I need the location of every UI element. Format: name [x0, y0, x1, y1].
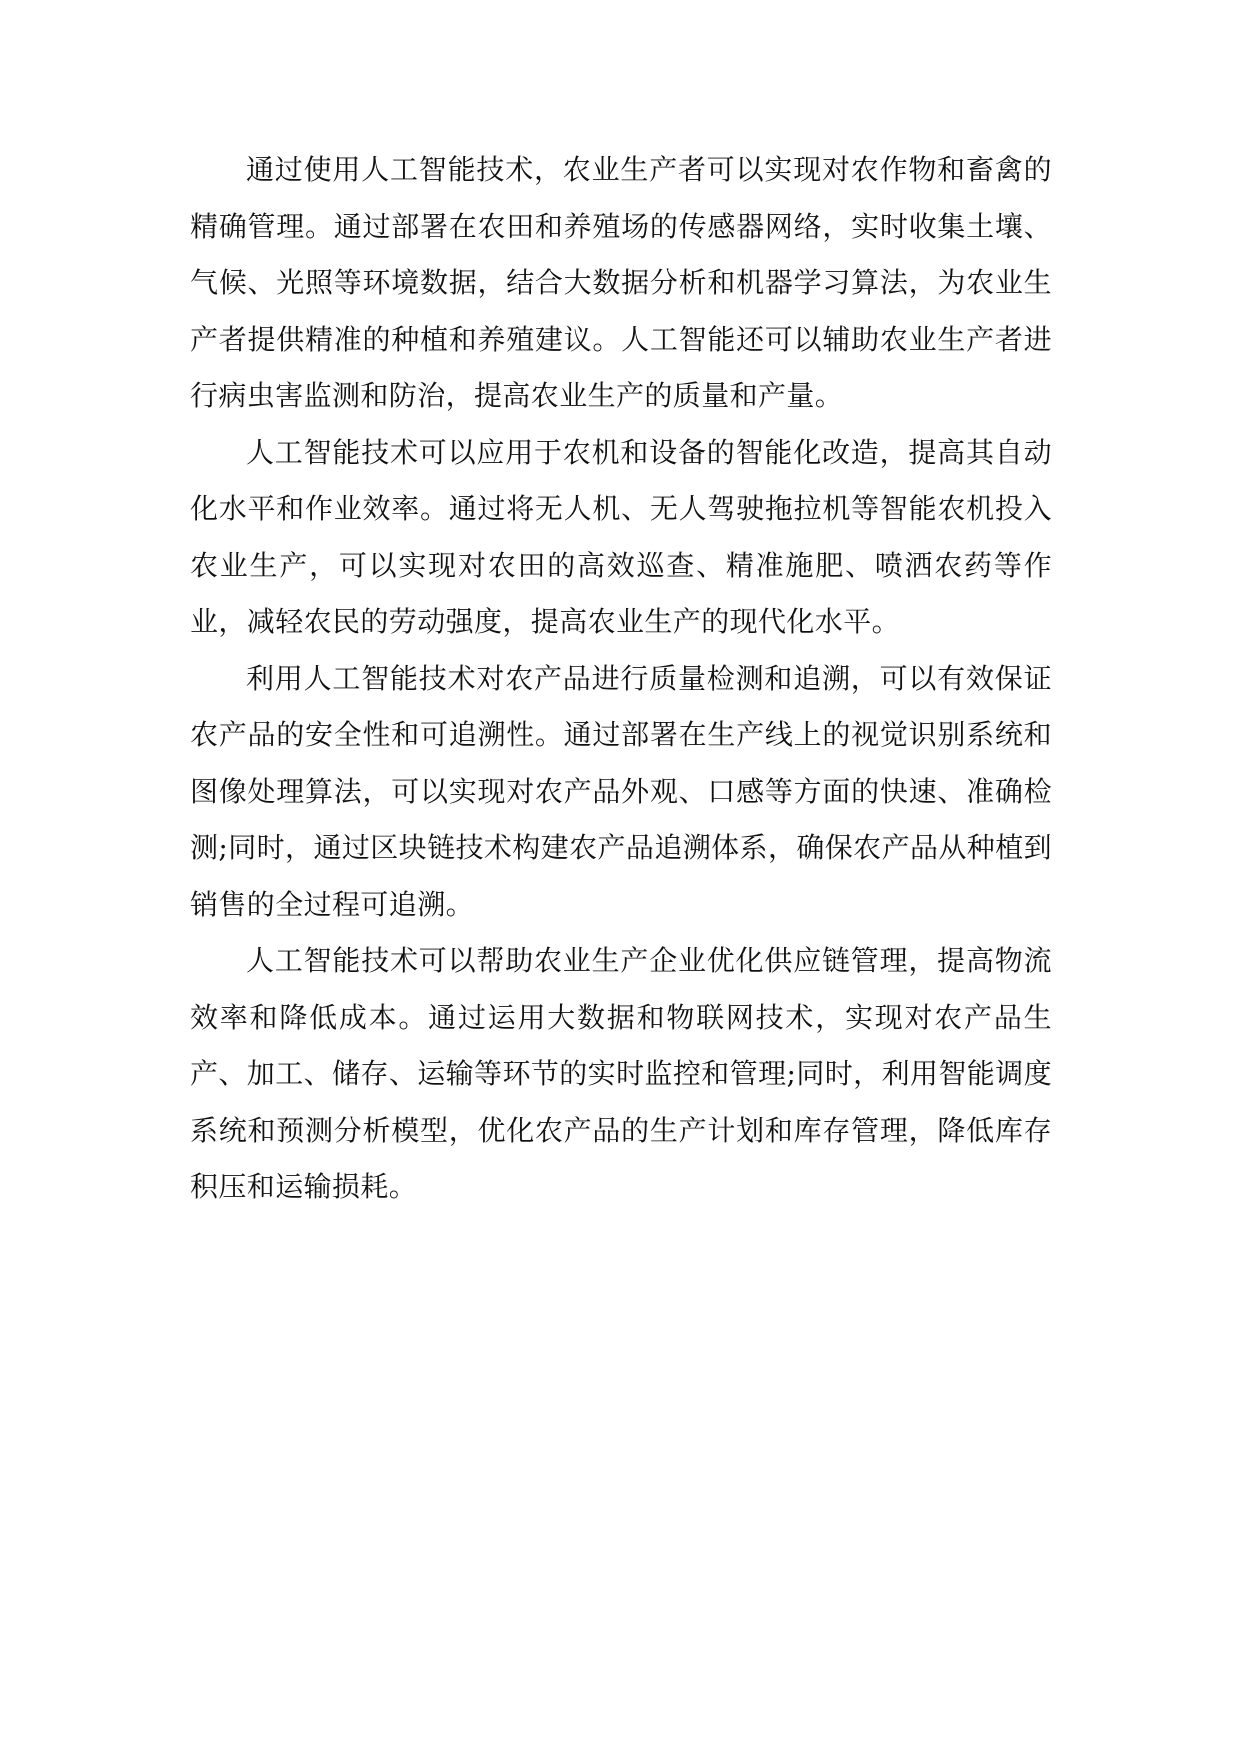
paragraph-quality-traceability: 利用人工智能技术对农产品进行质量检测和追溯，可以有效保证农产品的安全性和可追溯性。通过部署在生产线上的视觉识别系统和图像处理算法，可以实现对农产品外观、口感等方面的快速、准确检测;同时，通过区块链技术构建农产品追溯体系，确保农产品从种植到销售的全过程可追溯。 [190, 661, 1052, 921]
paragraph-precision-management: 通过使用人工智能技术，农业生产者可以实现对农作物和畜禽的精确管理。通过部署在农田和养殖场的传感器网络，实时收集土壤、气候、光照等环境数据，结合大数据分析和机器学习算法，为农业生产者提供精准的种植和养殖建议。人工智能还可以辅助农业生产者进行病虫害监测和防治，提高农业生产的质量和产量。 [190, 153, 1052, 412]
document-body [190, 142, 1052, 1216]
paragraph-supply-chain: 人工智能技术可以帮助农业生产企业优化供应链管理，提高物流效率和降低成本。通过运用大数据和物联网技术，实现对农产品生产、加工、储存、运输等环节的实时监控和管理;同时，利用智能调度系统和预测分析模型，优化农产品的生产计划和库存管理，降低库存积压和运输损耗。 [190, 944, 1052, 1203]
paragraph-smart-machinery: 人工智能技术可以应用于农机和设备的智能化改造，提高其自动化水平和作业效率。通过将无人机、无人驾驶拖拉机等智能农机投入农业生产，可以实现对农田的高效巡查、精准施肥、喷洒农药等作业，减轻农民的劳动强度，提高农业生产的现代化水平。 [190, 435, 1052, 638]
